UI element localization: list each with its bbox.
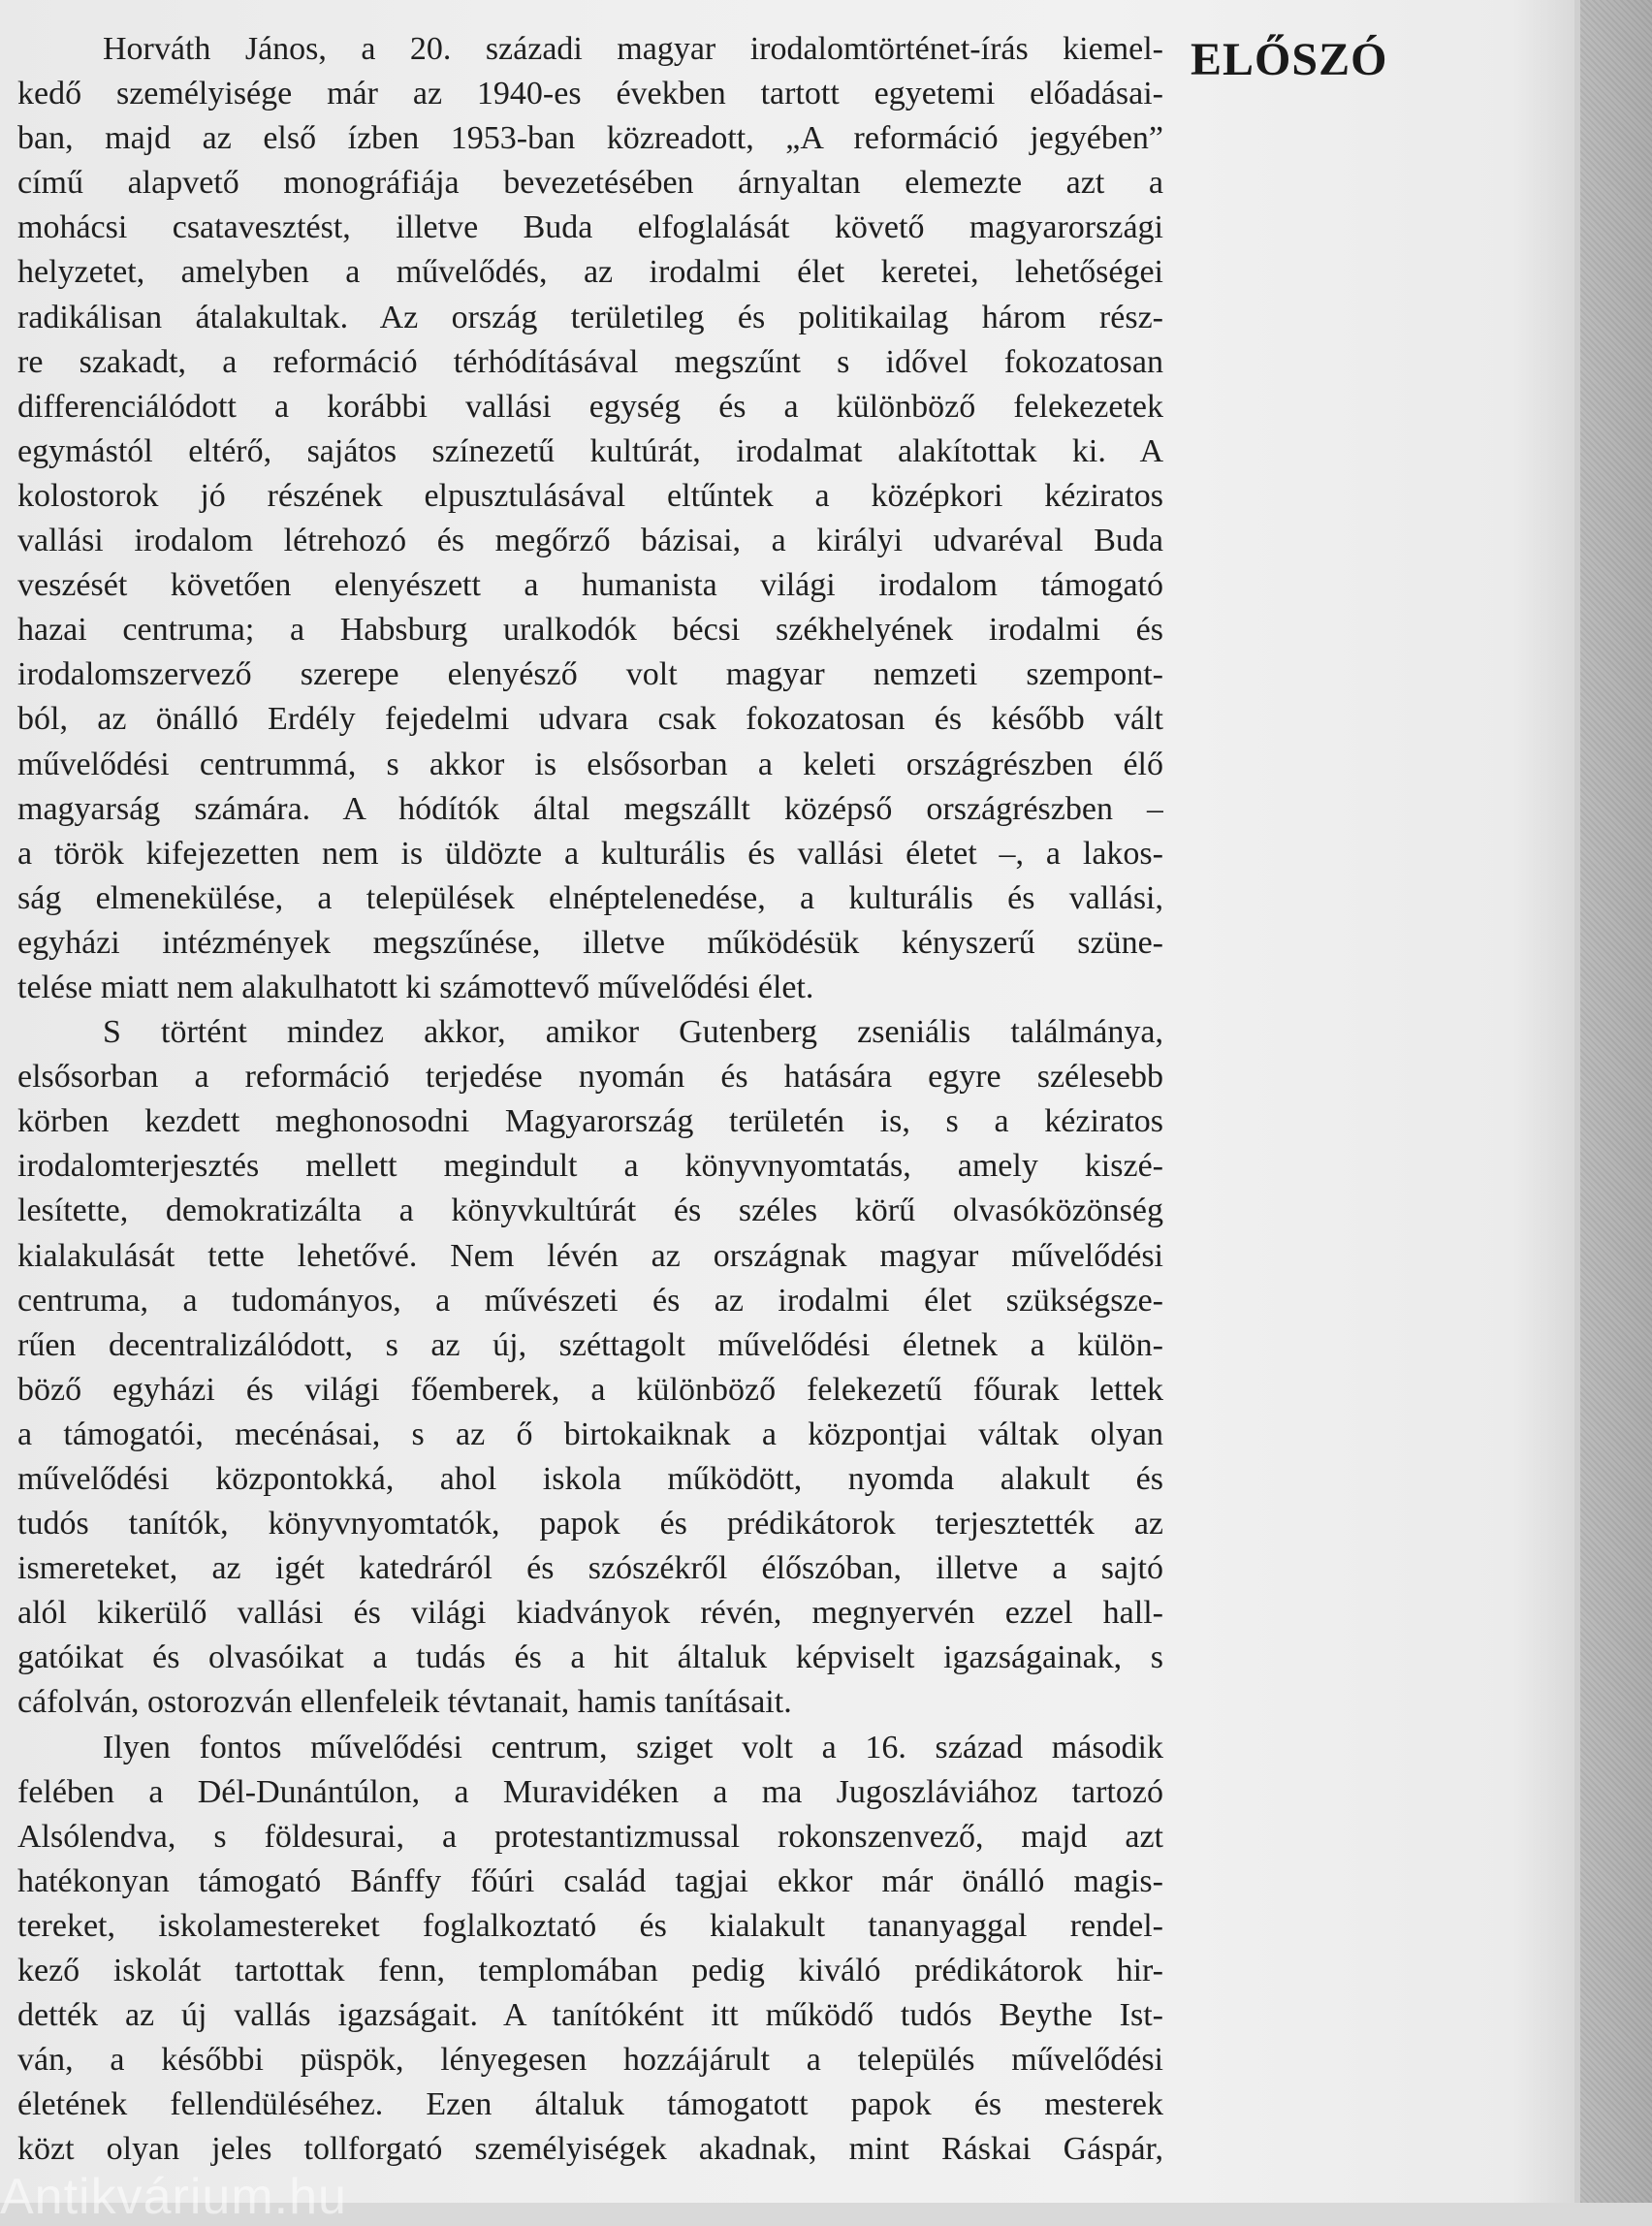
text-line: vallási irodalom létrehozó és megőrző bázisai, a királyi udvaréval Buda xyxy=(17,523,1163,559)
text-line: elsősorban a reformáció terjedése nyomán és hatására egyre szélesebb xyxy=(17,1059,1163,1096)
background-fabric xyxy=(1580,0,1652,2203)
page-shadow xyxy=(1512,0,1580,2203)
text-line: Ilyen fontos művelődési centrum, sziget volt a 16. század második xyxy=(103,1729,1163,1765)
text-line: böző egyházi és világi főemberek, a különböző felekezetű főurak lettek xyxy=(17,1371,1163,1408)
text-line: ismereteket, az igét katedráról és szószékről élőszóban, illetve a sajtó xyxy=(17,1550,1163,1587)
text-line: egymástól eltérő, sajátos színezetű kultúrát, irodalmat alakítottak ki. A xyxy=(17,432,1163,469)
text-line: kező iskolát tartottak fenn, templomában pedig kiváló prédikátorok hir- xyxy=(17,1953,1163,1989)
text-line: dették az új vallás igazságait. A tanítóként itt működő tudós Beythe Ist- xyxy=(17,1997,1163,2034)
text-line: gatóikat és olvasóikat a tudás és a hit általuk képviselt igazságainak, s xyxy=(17,1639,1163,1676)
text-line: tudós tanítók, könyvnyomtatók, papok és prédikátorok terjesztették az xyxy=(17,1506,1163,1542)
text-line: magyarság számára. A hódítók által megszállt középső országrészben – xyxy=(17,790,1163,827)
text-line: rűen decentralizálódott, s az új, széttagolt művelődési életnek a külön- xyxy=(17,1326,1163,1363)
text-line: re szakadt, a reformáció térhódításával megszűnt s idővel fokozatosan xyxy=(17,343,1163,380)
text-line: életének fellendüléséhez. Ezen általuk támogatott papok és mesterek xyxy=(17,2086,1163,2123)
text-line: közt olyan jeles tollforgató személyiségek akadnak, mint Ráskai Gáspár, xyxy=(17,2131,1163,2168)
text-line: kolostorok jó részének elpusztulásával eltűntek a középkori kéziratos xyxy=(17,477,1163,514)
text-line: alól kikerülő vallási és világi kiadványok révén, megnyervén ezzel hall- xyxy=(17,1595,1163,1632)
chapter-heading: ELŐSZÓ xyxy=(1191,34,1388,85)
text-line: a török kifejezetten nem is üldözte a kulturális és vallási életet –, a lakos- xyxy=(17,835,1163,872)
text-line: egyházi intézmények megszűnése, illetve működésük kényszerű szüne- xyxy=(17,924,1163,961)
text-line: körben kezdett meghonosodni Magyarország területén is, s a kéziratos xyxy=(17,1103,1163,1140)
watermark-logo: Antikvárium.hu xyxy=(0,2169,347,2225)
text-line: ban, majd az első ízben 1953-ban közreadott, „A reformáció jegyében” xyxy=(17,120,1163,157)
text-line: művelődési centrummá, s akkor is elsősorban a keleti országrészben élő xyxy=(17,746,1163,782)
text-line: differenciálódott a korábbi vallási egység és a különböző felekezetek xyxy=(17,388,1163,425)
text-line: kialakulását tette lehetővé. Nem lévén az országnak magyar művelődési xyxy=(17,1237,1163,1274)
text-line: ság elmenekülése, a települések elnéptelenedése, a kulturális és vallási, xyxy=(17,879,1163,916)
text-line: cáfolván, ostorozván ellenfeleik tévtanait, hamis tanításait. xyxy=(17,1684,792,1721)
text-line: felében a Dél-Dunántúlon, a Muravidéken a ma Jugoszláviához tartozó xyxy=(17,1773,1163,1810)
text-line: című alapvető monográfiája bevezetésében árnyaltan elemezte azt a xyxy=(17,165,1163,202)
text-line: művelődési központokká, ahol iskola működött, nyomda alakult és xyxy=(17,1461,1163,1497)
text-line: ból, az önálló Erdély fejedelmi udvara csak fokozatosan és később vált xyxy=(17,701,1163,738)
text-line: veszését követően elenyészett a humanista világi irodalom támogató xyxy=(17,567,1163,604)
text-line: mohácsi csatavesztést, illetve Buda elfoglalását követő magyarországi xyxy=(17,209,1163,246)
text-line: Alsólendva, s földesurai, a protestantizmussal rokonszenvező, majd azt xyxy=(17,1818,1163,1855)
text-line: Horváth János, a 20. századi magyar irodalomtörténet-írás kiemel- xyxy=(103,31,1163,67)
text-line: irodalomszervező szerepe elenyésző volt magyar nemzeti szempont- xyxy=(17,656,1163,693)
text-line: centruma, a tudományos, a művészeti és az irodalmi élet szükségsze- xyxy=(17,1282,1163,1319)
text-line: hazai centruma; a Habsburg uralkodók bécsi székhelyének irodalmi és xyxy=(17,612,1163,649)
text-line: telése miatt nem alakulhatott ki számottevő művelődési élet. xyxy=(17,969,814,1005)
text-line: radikálisan átalakultak. Az ország területileg és politikailag három rész- xyxy=(17,299,1163,335)
text-line: a támogatói, mecénásai, s az ő birtokaiknak a központjai váltak olyan xyxy=(17,1415,1163,1452)
text-line: hatékonyan támogató Bánffy főúri család tagjai ekkor már önálló magis- xyxy=(17,1862,1163,1899)
text-line: kedő személyisége már az 1940-es években tartott egyetemi előadásai- xyxy=(17,76,1163,112)
text-line: tereket, iskolamestereket foglalkoztató és kialakult tananyaggal rendel- xyxy=(17,1907,1163,1944)
text-line: S történt mindez akkor, amikor Gutenberg zseniális találmánya, xyxy=(103,1014,1163,1051)
text-line: helyzetet, amelyben a művelődés, az irodalmi élet keretei, lehetőségei xyxy=(17,254,1163,291)
text-line: ván, a későbbi püspök, lényegesen hozzájárult a település művelődési xyxy=(17,2042,1163,2079)
text-line: irodalomterjesztés mellett megindult a könyvnyomtatás, amely kiszé- xyxy=(17,1148,1163,1185)
body-text xyxy=(17,27,1163,2173)
text-line: lesítette, demokratizálta a könyvkultúrát és széles körű olvasóközönség xyxy=(17,1192,1163,1229)
